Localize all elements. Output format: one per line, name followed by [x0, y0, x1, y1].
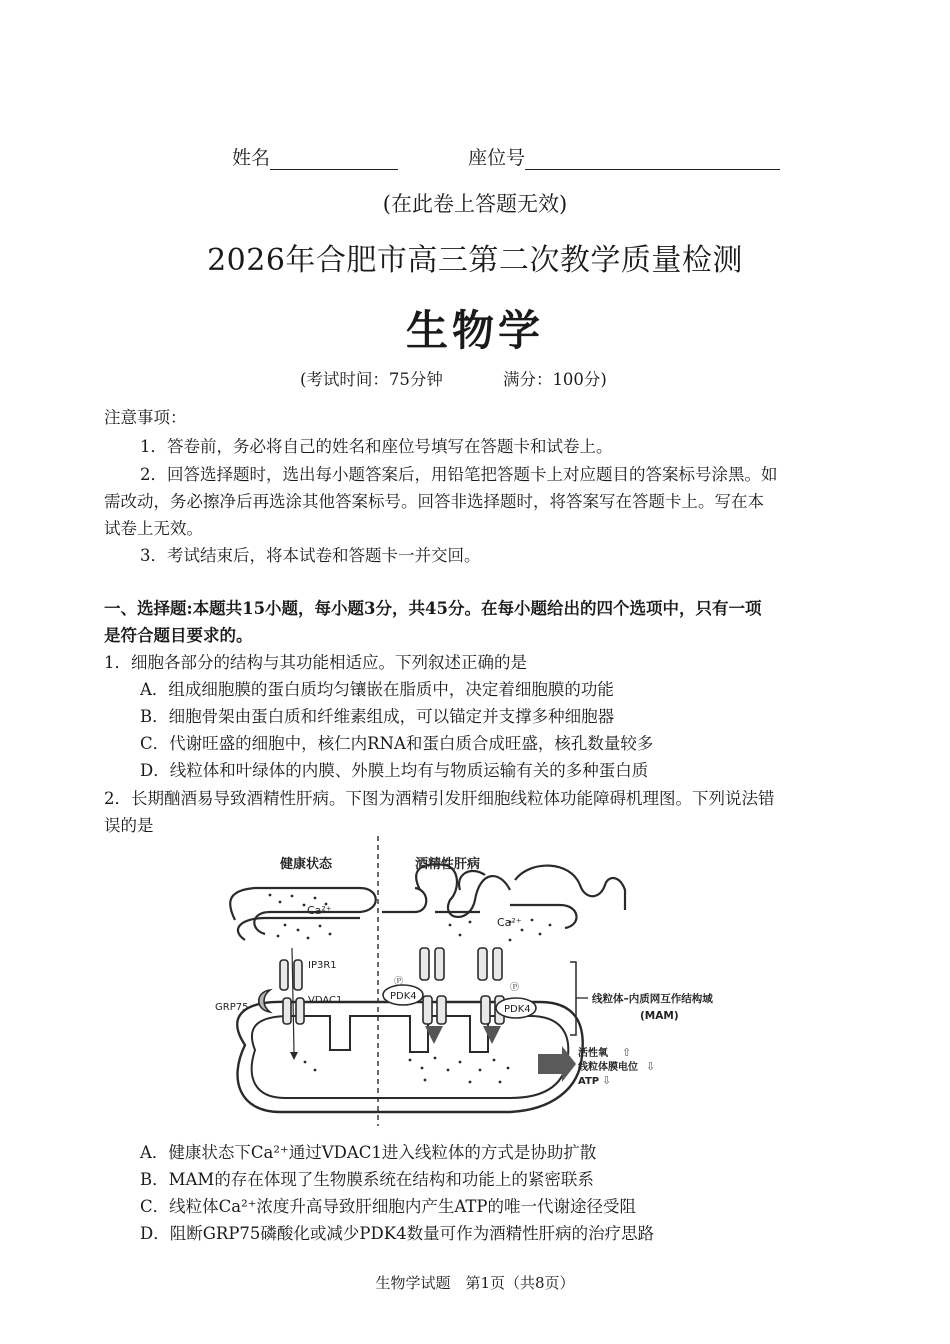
vdac1-label: VDAC1 — [308, 995, 343, 1006]
instruction-item-1: 1．答卷前，务必将自己的姓名和座位号填写在答题卡和试卷上。 — [140, 437, 613, 456]
full-score: 满分：100分) — [502, 370, 607, 389]
ros-up-icon: ⇧ — [622, 1046, 632, 1059]
pdk4-label-right: PDK4 — [504, 1004, 531, 1015]
instruction-item-2-line-3: 试卷上无效。 — [104, 519, 203, 538]
q1-stem: 1．细胞各部分的结构与其功能相适应。下列叙述正确的是 — [104, 653, 527, 672]
membrane-potential-label: 线粒体膜电位 — [578, 1062, 638, 1073]
mam-bracket — [570, 962, 576, 1035]
arrowhead-left — [290, 1052, 298, 1060]
name-seat-row — [232, 143, 780, 170]
atp-down-icon: ⇩ — [602, 1074, 612, 1087]
instruction-item-2-line-2: 需改动，务必擦净后再选涂其他答案标号。回答非选择题时，将答案写在答题卡上。写在本 — [104, 492, 764, 511]
pdk4-label-left: PDK4 — [390, 991, 417, 1002]
q2-option-c: C．线粒体Ca²⁺浓度升高导致肝细胞内产生ATP的唯一代谢途径受阻 — [140, 1197, 637, 1216]
q1-option-c: C．代谢旺盛的细胞中，核仁内RNA和蛋白质合成旺盛，核孔数量较多 — [140, 734, 654, 753]
alcoholic-liver-disease-label: 酒精性肝病 — [415, 857, 481, 872]
seat-blank — [525, 147, 780, 170]
notice-invalid: (在此卷上答题无效) — [382, 192, 568, 216]
mitochondrion-inner-membrane — [252, 1016, 569, 1098]
endoplasmic-reticulum — [230, 864, 625, 940]
instruction-item-2-line-1: 2．回答选择题时，选出每小题答案后，用铅笔把答题卡上对应题目的答案标号涂黑。如 — [140, 465, 778, 484]
exam-info — [300, 366, 607, 390]
q1-option-d: D．线粒体和叶绿体的内膜、外膜上均有与物质运输有关的多种蛋白质 — [140, 761, 649, 780]
grp75-label: GRP75 — [215, 1002, 249, 1013]
exam-title: 2026年合肥市高三第二次教学质量检测 — [207, 243, 743, 278]
ip3r1-vdac1-channel-middle — [383, 948, 446, 1024]
subject-title: 生物学 — [405, 306, 544, 355]
phospho-marker-1: Ⓟ — [394, 977, 404, 987]
ca-label-left: Ca²⁺ — [307, 904, 332, 917]
effect-arrow — [538, 1046, 576, 1082]
ca-label-right: Ca²⁺ — [497, 916, 522, 929]
q1-option-a: A．组成细胞膜的蛋白质均匀镶嵌在脂质中，决定着细胞膜的功能 — [140, 680, 614, 699]
name-blank — [270, 147, 398, 170]
section-1-heading-line-1: 一、选择题:本题共15小题，每小题3分，共45分。在每小题给出的四个选项中，只有一项 — [104, 599, 762, 618]
q2-stem-line-2: 误的是 — [104, 816, 154, 835]
q1-option-b: B．细胞骨架由蛋白质和纤维素组成，可以锚定并支撑多种细胞器 — [140, 707, 615, 726]
instructions-heading: 注意事项： — [104, 408, 187, 427]
q2-option-b: B．MAM的存在体现了生物膜系统在结构和功能上的紧密联系 — [140, 1170, 594, 1189]
exam-time: (考试时间：75分钟 — [300, 370, 443, 389]
atp-label: ATP — [578, 1076, 600, 1087]
phospho-marker-2: Ⓟ — [510, 983, 520, 993]
instruction-item-3: 3．考试结束后，将本试卷和答题卡一并交回。 — [140, 546, 481, 565]
ip3r1-label: IP3R1 — [308, 960, 337, 971]
mam-label-line-2: (MAM) — [640, 1010, 679, 1022]
mam-label-line-1: 线粒体–内质网互作结构域 — [592, 993, 713, 1005]
arrowhead-right — [483, 1026, 501, 1044]
membrane-potential-down-icon: ⇩ — [646, 1060, 656, 1073]
healthy-state-label: 健康状态 — [280, 857, 333, 872]
q2-option-d: D．阻断GRP75磷酸化或减少PDK4数量可作为酒精性肝病的治疗思路 — [140, 1224, 655, 1243]
ip3r1-vdac1-channel-left — [259, 960, 304, 1024]
q2-option-a: A．健康状态下Ca²⁺通过VDAC1进入线粒体的方式是协助扩散 — [140, 1143, 597, 1162]
name-label: 姓名 — [232, 147, 271, 169]
q2-stem-line-1: 2．长期酗酒易导致酒精性肝病。下图为酒精引发肝细胞线粒体功能障碍机理图。下列说法错 — [104, 789, 775, 808]
page-footer: 生物学试题 第1页（共8页） — [375, 1274, 575, 1292]
ros-label: 活性氧 — [578, 1048, 608, 1059]
section-1-heading-line-2: 是符合题目要求的。 — [104, 626, 253, 645]
seat-label: 座位号 — [468, 147, 526, 169]
mitochondria-mam-diagram — [210, 830, 770, 1130]
